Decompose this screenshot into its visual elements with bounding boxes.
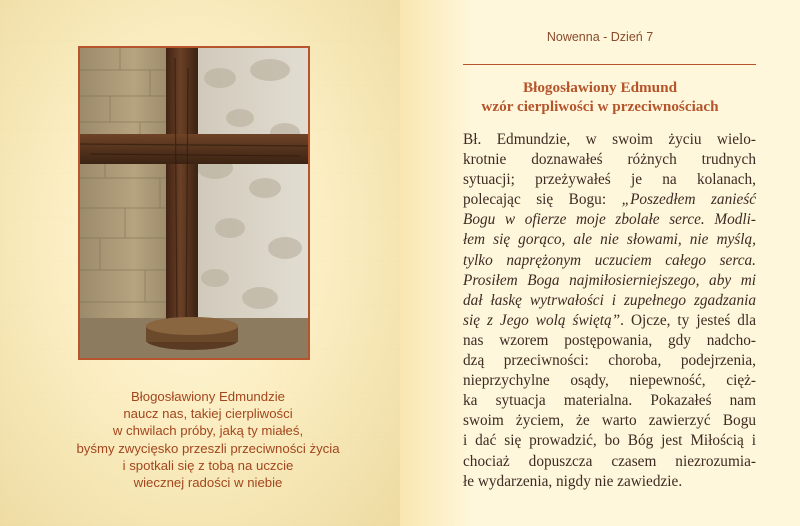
text-segment: Bł. Edmundzie, w swoim życiu wielo- xyxy=(463,131,756,148)
prayer-line: naucz nas, takiej cierpliwości xyxy=(123,406,293,422)
text-line xyxy=(463,371,756,391)
subtitle-line: wzór cierpliwości w przeciwnościach xyxy=(481,98,719,115)
quote-segment: dał łaskę wytrwałości i zupełnego zgadzania xyxy=(463,291,756,309)
text-line xyxy=(463,311,756,331)
text-line xyxy=(463,190,756,210)
text-segment: ka sytuacja materialna. Pokazałeś nam xyxy=(463,392,756,410)
right-page xyxy=(400,0,800,526)
closing-prayer xyxy=(30,388,386,491)
text-segment: krotnie doznawałeś różnych trudnych xyxy=(463,151,756,169)
prayer-line: wiecznej radości w niebie xyxy=(133,475,283,491)
text-line xyxy=(463,291,756,311)
prayer-line: i spotkali się z tobą na uczcie xyxy=(122,457,294,473)
text-line xyxy=(463,130,756,150)
text-segment: nieprzychylne osądy, niepewność, cięż- xyxy=(463,372,756,390)
text-line xyxy=(463,391,756,411)
text-line xyxy=(463,271,756,291)
page-title xyxy=(400,78,800,116)
text-line xyxy=(463,230,756,250)
text-segment: nas wzorem postępowania, gdy nadcho- xyxy=(463,331,756,349)
text-line xyxy=(463,150,756,170)
quote-segment: się z Jego wolą świętą” xyxy=(463,311,621,329)
prayer-line: Błogosławiony Edmundzie xyxy=(131,389,285,404)
text-line xyxy=(463,411,756,431)
quote-segment: tylko naprężonym uczuciem całego serca. xyxy=(463,251,756,269)
text-line xyxy=(463,472,756,492)
prayer-line: w chwilach próby, jaką ty miałeś, xyxy=(112,423,304,439)
quote-segment: Prosiłem Boga najmiłosierniejszego, aby mi xyxy=(463,271,756,289)
quote-segment: Bogu w ofierze moje zbolałe serce. Modli- xyxy=(463,211,756,229)
text-segment: polecając się Bogu: xyxy=(463,191,622,209)
text-segment: dzą przeciwności: choroba, podejrzenia, xyxy=(463,352,756,370)
text-segment: chociaż dopuszcza czasem niezrozumia- xyxy=(463,452,756,470)
text-line xyxy=(463,351,756,371)
text-line xyxy=(463,452,756,472)
text-segment: łe wydarzenia, nigdy nie zawiedzie. xyxy=(463,472,683,490)
text-segment: sytuacji; przeżywałeś je na kolanach, xyxy=(463,171,756,189)
text-segment: . Ojcze, ty jesteś dla xyxy=(620,311,756,329)
quote-segment: „Poszedłem zanieść xyxy=(621,191,756,209)
cross-photo xyxy=(78,46,310,360)
text-line xyxy=(463,431,756,451)
text-segment: i dać się prowadzić, bo Bóg jest Miłością i xyxy=(463,432,756,450)
text-segment: swoim życiem, że warto zawierzyć Bogu xyxy=(463,412,756,430)
header-divider xyxy=(463,64,756,65)
text-line xyxy=(463,210,756,230)
text-line xyxy=(463,170,756,190)
text-line xyxy=(463,331,756,351)
text-line xyxy=(463,251,756,271)
quote-segment: łem się gorąco, ale nie słowami, nie myślą, xyxy=(463,231,756,249)
prayer-line: byśmy zwycięsko przeszli przeciwności życia xyxy=(76,440,340,456)
meditation-text xyxy=(463,130,756,492)
title-line: Błogosławiony Edmund xyxy=(522,79,678,96)
wooden-cross-image xyxy=(80,48,308,358)
novena-day-header: Nowenna - Dzień 7 xyxy=(546,30,654,44)
